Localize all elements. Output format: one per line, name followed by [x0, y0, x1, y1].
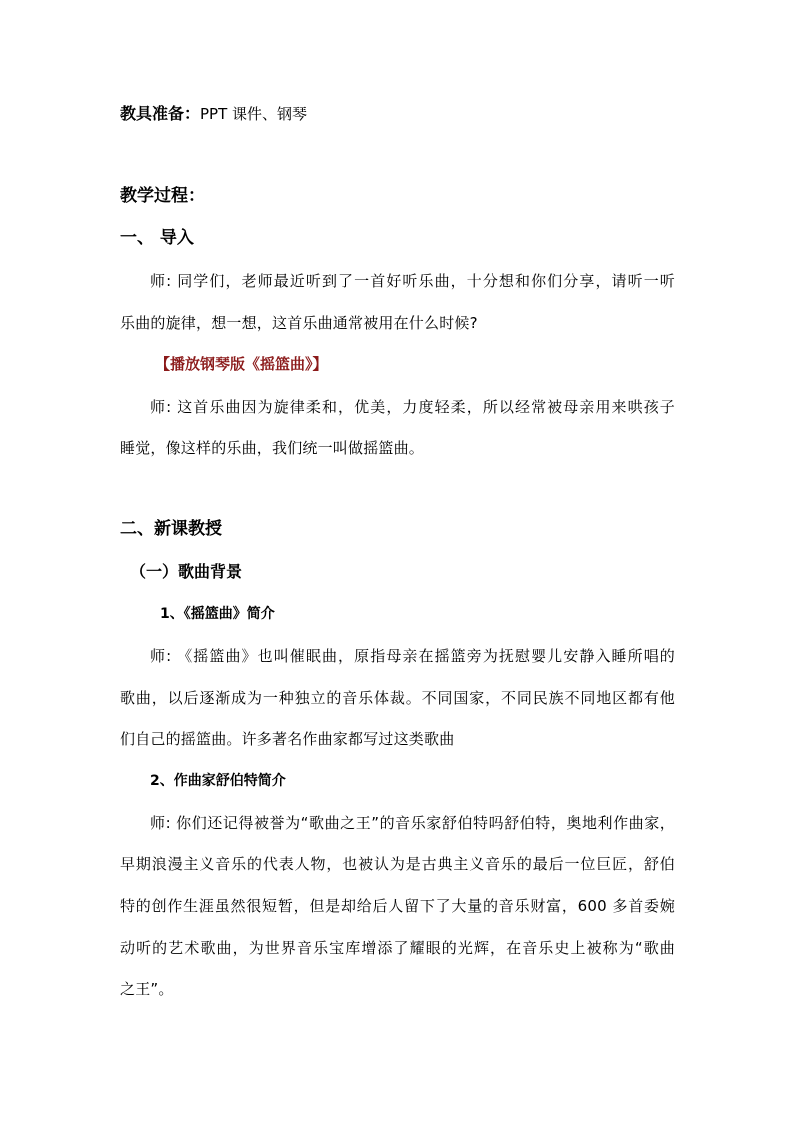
- item2-line1: 师: 你们还记得被誉为“歌曲之王”的音乐家舒伯特吗舒伯特，奥地利作曲家，: [150, 814, 675, 832]
- item2-line2: 早期浪漫主义音乐的代表人物，也被认为是古典主义音乐的最后一位巨匠，舒伯: [120, 855, 675, 873]
- materials-line: [120, 104, 680, 124]
- item1-line1: 师: 《摇篮曲》也叫催眠曲，原指母亲在摇篮旁为抚慰婴儿安静入睡所唱的: [150, 647, 675, 665]
- play-note: 【播放钢琴版《摇篮曲》】: [155, 355, 328, 373]
- item2-title: 2、作曲家舒伯特简介: [150, 773, 286, 789]
- item2-line4: 动听的艺术歌曲，为世界音乐宝库增添了耀眼的光辉，在音乐史上被称为“歌曲: [120, 939, 675, 957]
- item1-line2: 歌曲，以后逐渐成为一种独立的音乐体裁。不同国家，不同民族不同地区都有他: [120, 689, 675, 707]
- section1-para2-line2: 睡觉，像这样的乐曲，我们统一叫做摇篮曲。: [120, 439, 425, 457]
- section1-para1-line1: 师: 同学们，老师最近听到了一首好听乐曲，十分想和你们分享，请听一听: [150, 272, 675, 290]
- item2-line5: 之王”。: [120, 980, 174, 998]
- item1-line3: 们自己的摇篮曲。许多著名作曲家都写过这类歌曲: [120, 730, 455, 748]
- materials-value: PPT 课件、钢琴: [200, 105, 308, 123]
- materials-label: 教具准备：: [120, 104, 201, 123]
- process-title: 教学过程：: [120, 186, 205, 206]
- section1-para2-line1: 师: 这首乐曲因为旋律柔和，优美，力度轻柔，所以经常被母亲用来哄孩子: [150, 398, 675, 416]
- section2-title: 二、新课教授: [120, 519, 222, 539]
- section1-para1-line2: 乐曲的旋律，想一想，这首乐曲通常被用在什么时候?: [120, 314, 478, 332]
- section2-sub1-title: （一）歌曲背景: [130, 562, 243, 581]
- item2-line3: 特的创作生涯虽然很短暂，但是却给后人留下了大量的音乐财富，600 多首委婉: [120, 897, 675, 915]
- item1-title: 1、《摇篮曲》简介: [160, 606, 275, 622]
- section1-title: 一、 导入: [120, 228, 194, 248]
